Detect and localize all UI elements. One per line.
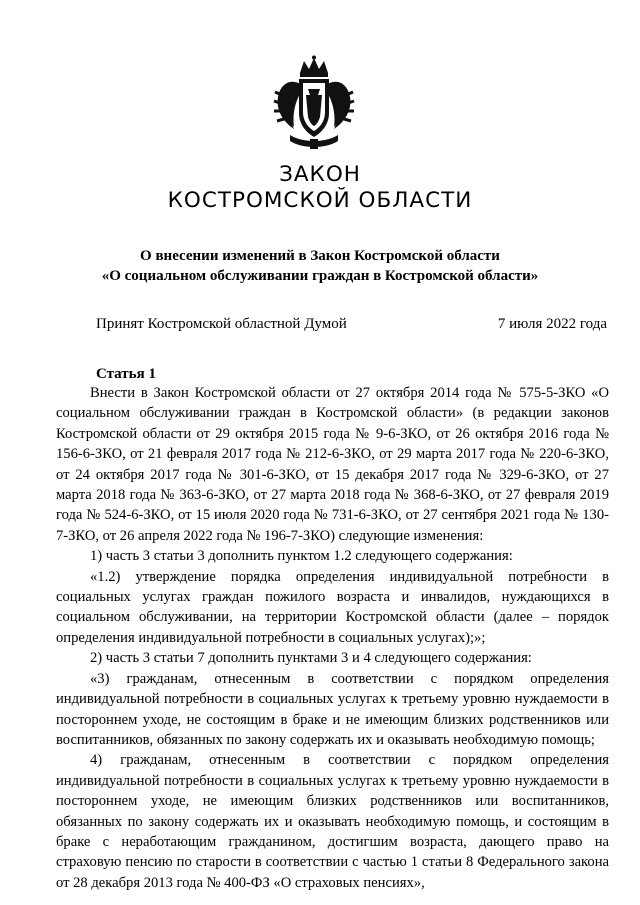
paragraph: «1.2) утверждение порядка определения индивидуальной потребности в социальных услугах граждан пожилого возраста и инвалидов, нуждающихся в социальном обслуживании, на территории Костромской области (далее – порядок определения индивидуальной потребности в социальных услугах);»; (56, 568, 609, 646)
article-heading: Статья 1 (96, 366, 156, 382)
article-body (56, 383, 609, 893)
paragraph: 4) гражданам, отнесенным в соответствии с порядком определения индивидуальной потребности в социальных услугах к третьему уровню нуждаемости в постороннем уходе, не имеющим близких родственников или воспитанников, обязанных по закону содержать их и оказывать необходимую помощь, и состоящим в браке с неработающим гражданином, достигшим возраста, дающего право на страховую пенсию по старости в соответствии с частью 1 статьи 8 Федерального закона от 28 декабря 2013 года № 400-ФЗ «О страховых пенсиях», (56, 752, 609, 891)
adopted-by: Принят Костромской областной Думой (96, 316, 347, 332)
law-region-title: КОСТРОМСКОЙ ОБЛАСТИ (167, 188, 473, 213)
paragraph: «3) гражданам, отнесенным в соответствии с порядком определения индивидуальной потребности в социальных услугах к третьему уровню нуждаемости в постороннем уходе, не состоящим в браке и не имеющим близких родственников или воспитанников, обязанных по закону содержать их и оказывать необходимую помощь; (56, 670, 609, 748)
coat-of-arms-icon (272, 55, 356, 151)
law-title: ЗАКОН (279, 162, 361, 187)
paragraph: 1) часть 3 статьи 3 дополнить пунктом 1.2 следующего содержания: (90, 548, 513, 565)
paragraph: Внести в Закон Костромской области от 27 октября 2014 года № 575-5-ЗКО «О социальном обслуживании граждан в Костромской области» (в редакции законов Костромской области от 29 октября 2015 года № 9-6-ЗКО, от 26 октября 2016 года № 156-6-ЗКО, от 21 февраля 2017 года № 212-6-ЗКО, от 29 марта 2017 года № 220-6-ЗКО, от 24 октября 2017 года № 301-6-ЗКО, от 15 декабря 2017 года № 329-6-ЗКО, от 27 марта 2018 года № 363-6-ЗКО, от 27 марта 2018 года № 368-6-ЗКО, от 27 февраля 2019 года № 524-6-ЗКО, от 15 июля 2020 года № 731-6-ЗКО, от 27 сентября 2021 года № 130-7-ЗКО, от 26 апреля 2022 года № 196-7-ЗКО) следующие изменения: (56, 385, 609, 544)
law-subject-line-1: О внесении изменений в Закон Костромской области (140, 248, 500, 264)
paragraph: 2) часть 3 статьи 7 дополнить пунктами 3 и 4 следующего содержания: (90, 650, 532, 667)
adoption-date: 7 июля 2022 года (497, 316, 607, 332)
law-subject-line-2: «О социальном обслуживании граждан в Костромской области» (101, 268, 539, 284)
